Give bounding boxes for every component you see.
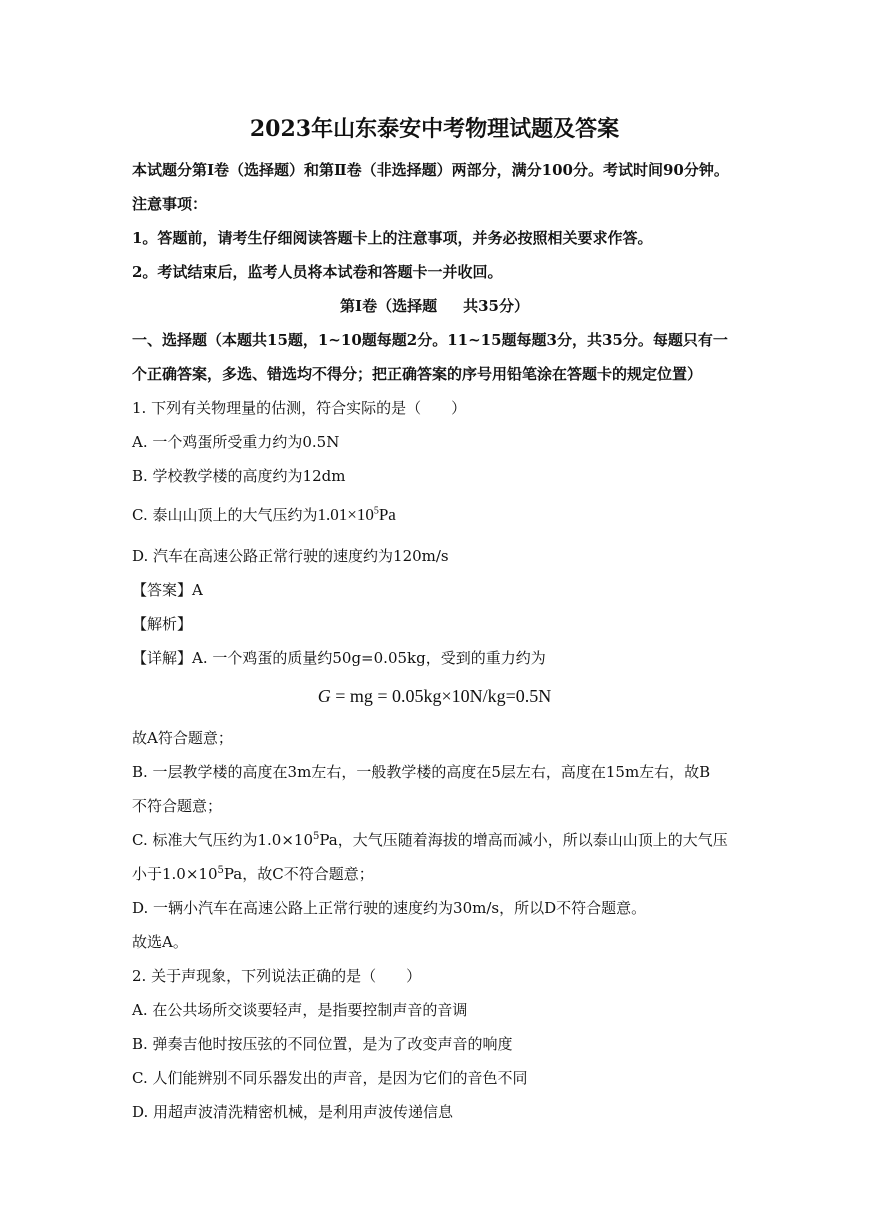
explanation-a: 故A符合题意； [132,729,233,747]
question-1-option-a: A. 一个鸡蛋所受重力约为0.5N [132,433,340,451]
option-c-base: 1.01×10 [317,505,374,524]
explanation-d: D. 一辆小汽车在高速公路上正常行驶的速度约为30m/s，所以D不符合题意。 [132,899,647,917]
explanation-c-line-2 [132,864,374,884]
question-1-option-b: B. 学校教学楼的高度约为12dm [132,467,346,485]
explanation-c2-exponent: 5 [217,865,224,876]
conclusion: 故选A。 [132,933,188,951]
explanation-c1-exponent: 5 [313,831,320,842]
section-points: 共35分） [463,297,529,315]
question-1-option-c [132,505,396,525]
explanation-b-line-1: B. 一层教学楼的高度在3m左右，一般教学楼的高度在5层左右，高度在15m左右，故B [132,763,711,781]
formula-g: G [317,686,331,706]
question-2-stem: 2. 关于声现象，下列说法正确的是（ ） [132,967,422,985]
answer-label: 【答案】A [132,581,203,599]
option-c-exponent: 5 [373,505,379,517]
explanation-c1-pre: C. 标准大气压约为1.0×10 [132,831,313,849]
explanation-c-line-1 [132,830,728,850]
question-1-option-d: D. 汽车在高速公路正常行驶的速度约为120m/s [132,547,449,565]
section-heading [0,296,869,316]
notice-item-2: 2。考试结束后，监考人员将本试卷和答题卡一并收回。 [132,263,503,281]
part-instructions-line-1: 一、选择题（本题共15题，1~10题每题2分。11~15题每题3分，共35分。每题只有一 [132,331,728,349]
question-1-stem: 1. 下列有关物理量的估测，符合实际的是（ ） [132,399,467,417]
explanation-c1-post: Pa，大气压随着海拔的增高而减小，所以泰山山顶上的大气压 [319,831,728,849]
question-2-option-c: C. 人们能辨别不同乐器发出的声音，是因为它们的音色不同 [132,1069,528,1087]
question-2-option-a: A. 在公共场所交谈要轻声，是指要控制声音的音调 [132,1001,468,1019]
detail-line: 【详解】A. 一个鸡蛋的质量约50g=0.05kg，受到的重力约为 [132,649,546,667]
notice-heading: 注意事项： [132,195,208,213]
option-c-unit: Pa [378,505,396,524]
question-2-option-d: D. 用超声波清洗精密机械，是利用声波传递信息 [132,1103,454,1121]
section-name: 第Ⅰ卷（选择题 [340,297,438,315]
option-c-text: C. 泰山山顶上的大气压约为 [132,506,318,524]
option-c-value [317,505,395,524]
part-instructions-line-2: 个正确答案，多选、错选均不得分；把正确答案的序号用铅笔涂在答题卡的规定位置） [132,365,703,383]
notice-item-1: 1。答题前，请考生仔细阅读答题卡上的注意事项，并务必按照相关要求作答。 [132,229,653,247]
intro-text: 本试题分第Ⅰ卷（选择题）和第Ⅱ卷（非选择题）两部分，满分100分。考试时间90分钟。 [132,161,729,179]
explanation-c2-pre: 小于1.0×10 [132,865,218,883]
analysis-label: 【解析】 [132,615,193,633]
explanation-b-line-2: 不符合题意； [132,797,223,815]
explanation-c2-post: Pa，故C不符合题意； [223,865,374,883]
formula-rest: = mg = 0.05kg×10N/kg=0.5N [330,686,552,706]
question-2-option-b: B. 弹奏吉他时按压弦的不同位置，是为了改变声音的响度 [132,1035,513,1053]
gravity-formula [0,684,869,708]
page-title: 2023年山东泰安中考物理试题及答案 [249,116,620,142]
